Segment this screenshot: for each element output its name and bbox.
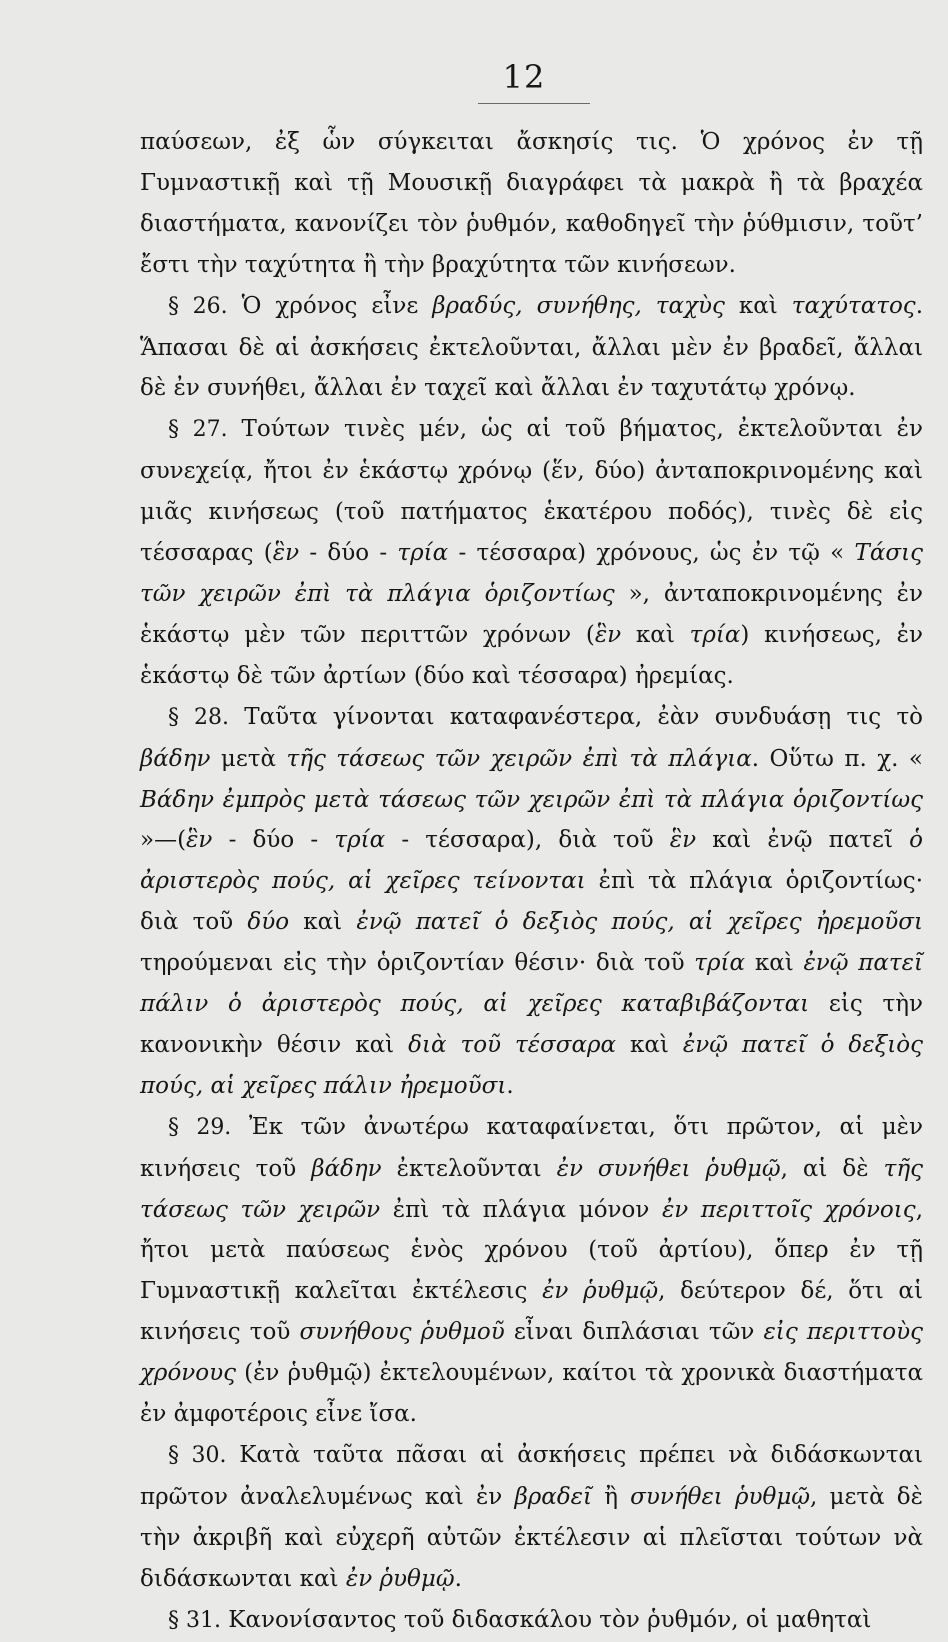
- italic-term: τρία: [397, 540, 449, 567]
- italic-term: ἓν: [272, 540, 300, 567]
- paragraph-text: Τούτων τινὲς μέν, ὡς αἱ τοῦ βήματος, ἐκτελοῦνται ἐν συνεχείᾳ, ἤτοι ἐν ἑκάστῳ χρόνῳ (ἕν, δύο) ἀνταποκρινομένης καὶ μιᾶς κινήσεως (τοῦ πατήματος ἑκατέρου ποδός), τινὲς δὲ εἰς τέσσαρας (: [140, 416, 924, 567]
- paragraph-text: - δύο -: [212, 827, 335, 854]
- section-paragraph: [140, 1107, 923, 1435]
- section-paragraph: [140, 409, 923, 696]
- italic-term: βάδην: [140, 745, 211, 772]
- italic-term: τρία: [694, 950, 746, 977]
- paragraph-text: . Ἅπασαι δὲ αἱ ἀσκήσεις ἐκτελοῦνται, ἄλλαι μὲν ἐν βραδεῖ, ἄλλαι δὲ ἐν συνήθει, ἄλλαι ἐν ταχεῖ καὶ ἄλλαι ἐν ταχυτάτῳ χρόνῳ.: [140, 292, 923, 402]
- italic-term: δύο: [247, 909, 290, 936]
- italic-term: βραδεῖ: [514, 1483, 593, 1510]
- section-paragraph: [140, 697, 923, 1107]
- paragraph-text: , αἱ δὲ: [780, 1155, 884, 1182]
- paragraph-text: , μετὰ δὲ τὴν ἀκριβῆ καὶ εὐχερῆ αὐτῶν ἐκτέλεσιν αἱ πλεῖσται τούτων νὰ διδάσκωνται καὶ: [140, 1483, 923, 1592]
- italic-term: τῆς τάσεως τῶν χειρῶν: [140, 1155, 923, 1223]
- italic-term: ἐν συνήθει ῥυθμῷ: [556, 1155, 781, 1182]
- section-paragraph: [140, 1435, 923, 1600]
- italic-term: Τάσις τῶν χειρῶν ἐπὶ τὰ πλάγια ὁριζοντίως: [140, 540, 923, 607]
- italic-term: συνήθει ῥυθμῷ: [630, 1483, 811, 1510]
- italic-term: ταχύτατος: [791, 292, 916, 319]
- paragraph-text: μετὰ: [210, 745, 287, 772]
- paragraph-text: καὶ: [289, 909, 357, 936]
- paragraph-text: ἐπὶ τὰ πλάγια ὁριζοντίως· διὰ τοῦ: [140, 868, 924, 936]
- paragraph-text: .: [454, 1565, 462, 1592]
- paragraph-text: ἐπὶ τὰ πλάγια μόνον: [380, 1196, 662, 1223]
- paragraph-text: (ἐν ῥυθμῷ) ἐκτελουμένων, καίτοι τὰ χρονικὰ διαστήματα ἐν ἀμφοτέροις εἶνε ἴσα.: [140, 1360, 923, 1428]
- italic-term: ὁ ἀριστερὸς πούς, αἱ χεῖρες τείνονται: [140, 827, 924, 895]
- paragraph-text: ἢ: [592, 1483, 631, 1510]
- paragraph-text: Κατὰ ταῦτα πᾶσαι αἱ ἀσκήσεις πρέπει νὰ διδάσκωνται πρῶτον ἀναλελυμένως καὶ ἐν: [140, 1442, 924, 1510]
- paragraph-text: »—(: [140, 827, 187, 854]
- paragraph-text: καὶ: [616, 1031, 683, 1058]
- paragraph-text: Ἐκ τῶν ἀνωτέρω καταφαίνεται, ὅτι πρῶτον, αἱ μὲν κινήσεις τοῦ: [140, 1113, 923, 1182]
- italic-term: βάδην: [311, 1155, 382, 1182]
- paragraph-text: εἶναι διπλάσιαι τῶν: [504, 1319, 764, 1346]
- paragraph-text: - δύο -: [299, 540, 398, 567]
- italic-term: ἓν: [669, 827, 697, 854]
- paragraph-text: καὶ: [724, 292, 792, 319]
- italic-term: ἐν ῥυθμῷ: [345, 1565, 455, 1592]
- paragraph-text: - τέσσαρα), διὰ τοῦ: [385, 827, 670, 854]
- italic-term: εἰς περιττοὺς χρόνους: [140, 1319, 923, 1387]
- italic-term: τρία: [334, 827, 386, 854]
- paragraph-text: .: [506, 1072, 514, 1099]
- italic-term: ἐνῷ πατεῖ ὁ δεξιὸς πούς, αἱ χεῖρες πάλιν ἠρεμοῦσι: [140, 1031, 924, 1099]
- paragraph-text: - τέσσαρα) χρόνους, ὡς ἐν τῷ «: [448, 540, 855, 567]
- page-number-rule: [478, 103, 590, 104]
- italic-term: τῆς τάσεως τῶν χειρῶν ἐπὶ τὰ πλάγια: [286, 745, 752, 772]
- paragraph-text: Ταῦτα γίνονται καταφανέστερα, ἐὰν συνδυάσῃ τις τὸ: [228, 703, 924, 730]
- italic-term: Βάδην ἐμπρὸς μετὰ τάσεως τῶν χειρῶν ἐπὶ τὰ πλάγια ὁριζοντίως: [140, 786, 923, 813]
- italic-term: βραδύς, συνήθης, ταχὺς: [432, 292, 725, 319]
- section-number: § 28.: [168, 704, 229, 730]
- text-body: [140, 122, 923, 1642]
- italic-term: ἐνῷ πατεῖ πάλιν ὁ ἀριστερὸς πούς, αἱ χεῖρες καταβιβάζονται: [140, 950, 924, 1018]
- paragraph-text: ) κινήσεως, ἐν ἑκάστῳ δὲ τῶν ἀρτίων (δύο καὶ τέσσαρα) ἠρεμίας.: [140, 621, 923, 689]
- section-number: § 31.: [168, 1607, 221, 1633]
- paragraph-text: καὶ: [745, 950, 804, 977]
- paragraph-text: καὶ ἐνῷ πατεῖ: [696, 827, 910, 854]
- italic-term: ἐν ῥυθμῷ: [542, 1278, 659, 1305]
- continued-paragraph: [140, 122, 923, 286]
- paragraph-text: εἰς τὴν κανονικὴν θέσιν καὶ: [140, 991, 923, 1058]
- italic-term: συνήθους ῥυθμοῦ: [299, 1319, 505, 1346]
- section-number: § 26.: [168, 293, 228, 319]
- section-paragraph: [140, 1600, 923, 1642]
- italic-term: ἐν περιττοῖς χρόνοις: [661, 1196, 916, 1223]
- paragraph-text: , δεύτερον δέ, ὅτι αἱ κινήσεις τοῦ: [140, 1278, 923, 1346]
- paragraph-text: καὶ: [621, 621, 690, 648]
- italic-term: ἐνῷ πατεῖ ὁ δεξιὸς πούς, αἱ χεῖρες ἠρεμοῦσι: [356, 909, 923, 936]
- paragraph-text: ἐκτελοῦνται: [381, 1155, 557, 1182]
- page-number: 12: [502, 58, 546, 96]
- section-number: § 30.: [168, 1443, 227, 1468]
- italic-term: ἓν: [186, 827, 213, 854]
- section-paragraph: [140, 286, 923, 410]
- paragraph-text: Κανονίσαντος τοῦ διδασκάλου τὸν ῥυθμόν, οἱ μαθηταὶ: [220, 1606, 872, 1633]
- paragraph-text: τηρούμεναι εἰς τὴν ὁριζοντίαν θέσιν· διὰ τοῦ: [140, 950, 695, 977]
- italic-term: ἓν: [594, 621, 622, 648]
- paragraph-text: », ἀνταποκρινομένης ἐν ἑκάστῳ μὲν τῶν περιττῶν χρόνων (: [140, 580, 924, 648]
- italic-term: διὰ τοῦ τέσσαρα: [408, 1031, 617, 1058]
- paragraph-text: Ὁ χρόνος εἶνε: [227, 292, 433, 319]
- section-number: § 29.: [168, 1114, 232, 1140]
- paragraph-text: παύσεων, ἐξ ὧν σύγκειται ἄσκησίς τις. Ὁ χρόνος ἐν τῇ Γυμναστικῇ καὶ τῇ Μουσικῇ διαγράφει τὰ μακρὰ ἢ τὰ βραχέα διαστήματα, κανονίζει τὸν ῥυθμόν, καθοδηγεῖ τὴν ῥύθμισιν, τοῦτ’ ἔστι τὴν ταχύτητα ἢ τὴν βραχύτητα τῶν κινήσεων.: [140, 129, 923, 278]
- paragraph-text: . Οὕτω π. χ. «: [751, 745, 923, 772]
- section-number: § 27.: [168, 417, 228, 443]
- italic-term: τρία: [689, 621, 741, 648]
- paragraph-text: , ἤτοι μετὰ παύσεως ἑνὸς χρόνου (τοῦ ἀρτίου), ὅπερ ἐν τῇ Γυμναστικῇ καλεῖται ἐκτέλεσις: [140, 1196, 923, 1305]
